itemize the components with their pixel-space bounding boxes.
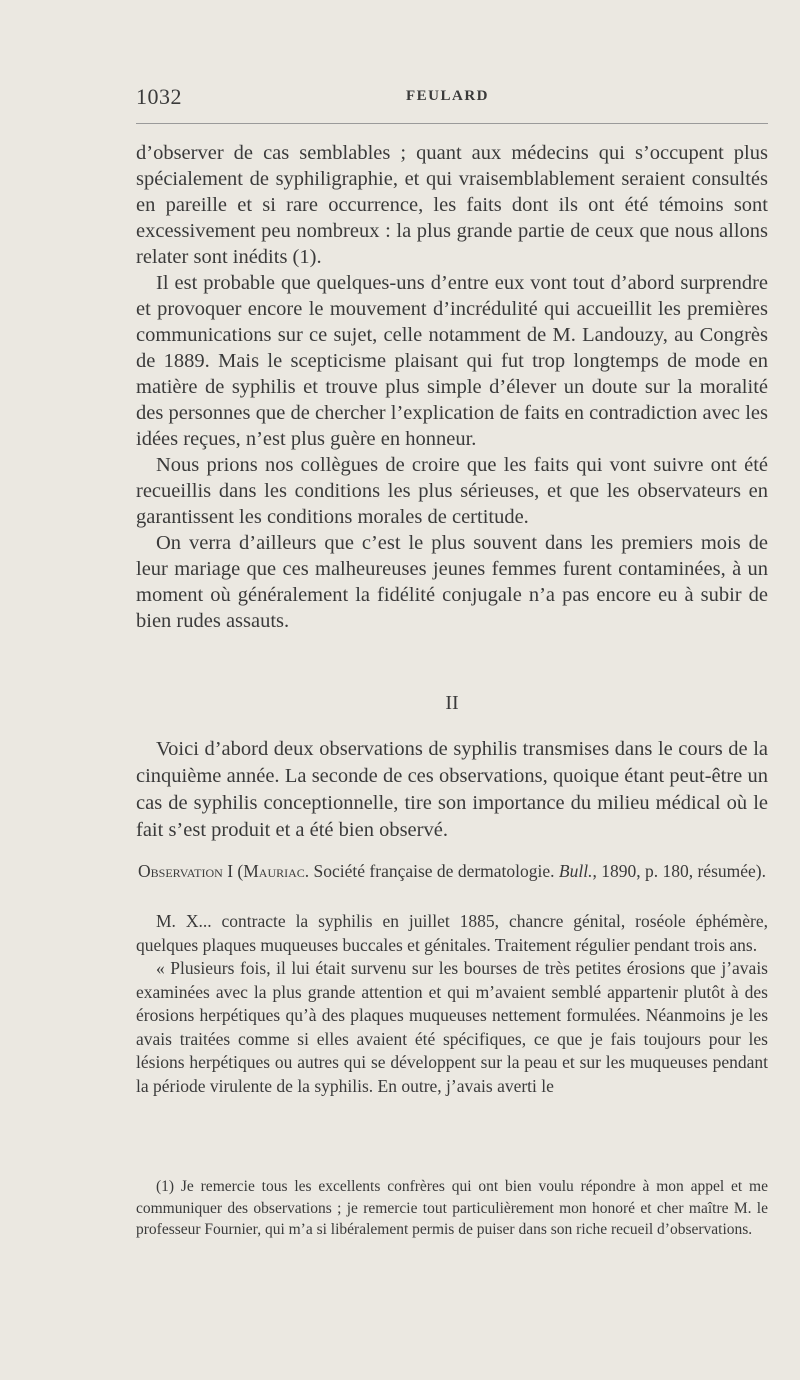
- paragraph: On verra d’ailleurs que c’est le plus souvent dans les premiers mois de leur mariage que ces malheureuses jeunes femmes furent contaminées, à un moment où généralement la fidélité conjugale n’a pas encore eu à subir de bien rudes assauts.: [136, 532, 768, 632]
- page-number: 1032: [136, 84, 182, 109]
- paragraph: Nous prions nos collègues de croire que les faits qui vont suivre ont été recueillis dans les conditions les plus sérieuses, et que les observateurs en garantissent les conditions morales de certitude.: [136, 454, 768, 528]
- observation-source: . Société française de dermatologie.: [304, 861, 559, 881]
- observation-label: Observation: [138, 861, 223, 881]
- observation-paragraph: M. X... contracte la syphilis en juillet 1885, chancre génital, roséole éphémère, quelques plaques muqueuses buccales et génitales. Traitement régulier pendant trois ans.: [136, 911, 768, 955]
- observation-body: [136, 910, 768, 1098]
- observation-source-end: , 1890, p. 180, résumée).: [592, 861, 766, 881]
- observation-title: [136, 860, 768, 882]
- observation-author: Mauriac: [243, 861, 305, 881]
- observation-number: I (: [227, 861, 244, 881]
- footnote-text: (1) Je remercie tous les excellents confrères qui ont bien voulu répondre à mon appel et me communiquer des observations ; je remercie tout particulièrement mon honoré et cher maître M. le professeur Fournier, qui m’a si libéralement permis de puiser dans son riche recueil d’observations.: [136, 1178, 768, 1238]
- paragraph: Il est probable que quelques-uns d’entre eux vont tout d’abord surprendre et provoquer encore le mouvement d’incrédulité qui accueillit les premières communications sur ce sujet, celle notamment de M. Landouzy, au Congrès de 1889. Mais le scepticisme plaisant qui fut trop longtemps de mode en matière de syphilis et trouve plus simple d’élever un doute sur la moralité des personnes que de chercher l’explication de faits en contradiction avec les idées reçues, n’est plus guère en honneur.: [136, 272, 768, 450]
- section-heading: II: [445, 692, 459, 714]
- section-intro: [136, 736, 768, 844]
- running-head: FEULARD: [406, 88, 490, 104]
- footnote: [136, 1176, 768, 1241]
- paragraph-continuation: d’observer de cas semblables ; quant aux médecins qui s’occupent plus spécialement de syphiligraphie, et qui vraisemblablement seraient consultés en pareille et si rare occurrence, les faits dont ils ont été témoins sont excessivement peu nombreux : la plus grande partie de ceux que nous allons relater sont inédits (1).: [136, 142, 768, 268]
- observation-journal: Bull.: [558, 861, 593, 881]
- header-rule: [136, 123, 768, 124]
- page-header: [136, 84, 768, 114]
- observation-paragraph: « Plusieurs fois, il lui était survenu sur les bourses de très petites érosions que j’avais examinées avec la plus grande attention et qui m’avaient semblé appartenir plutôt à des érosions herpétiques qu’à des plaques muqueuses nettement formulées. Néanmoins je les avais traitées comme si elles avaient été spécifiques, ce que je fais toujours pour les lésions herpétiques ou autres qui se développent sur la peau et sur les muqueuses pendant la période virulente de la syphilis. En outre, j’avais averti le: [136, 958, 768, 1096]
- main-text: [136, 140, 768, 634]
- paragraph: Voici d’abord deux observations de syphilis transmises dans le cours de la cinquième année. La seconde de ces observations, quoique étant peut-être un cas de syphilis conceptionnelle, tire son importance du milieu médical où le fait s’est produit et a été bien observé.: [136, 738, 768, 841]
